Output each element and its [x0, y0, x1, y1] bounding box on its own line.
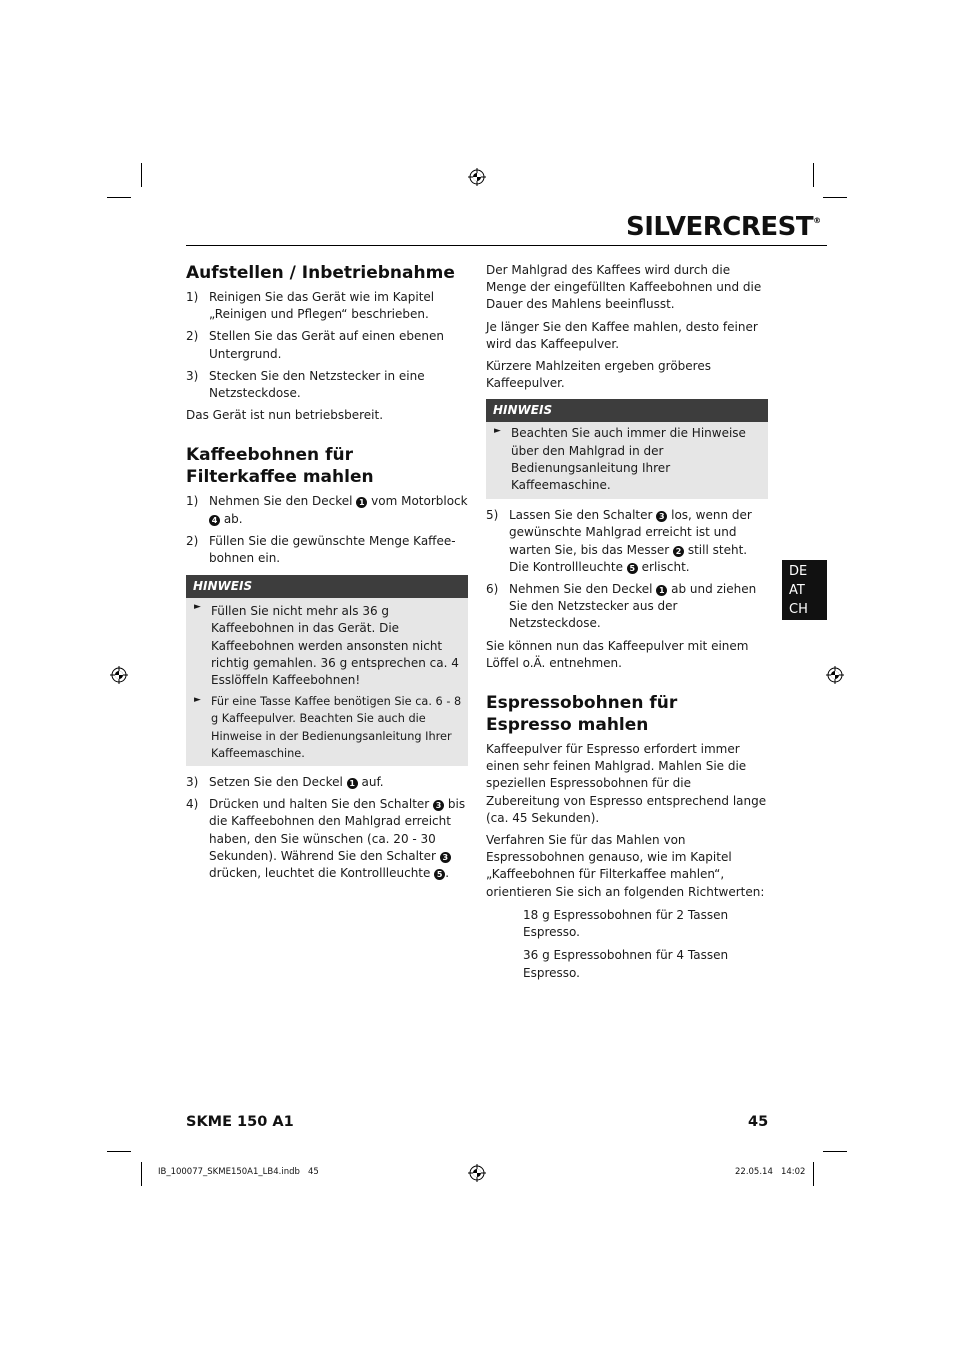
note-heading: HINWEIS — [486, 399, 768, 422]
note-box — [186, 575, 468, 766]
part-number-badge: 5 — [434, 869, 445, 880]
list-text: ab und ziehen Sie den Netzstecker aus der Netzsteckdose. — [509, 582, 757, 631]
list-text: Lassen Sie den Schalter — [509, 508, 653, 523]
list-number: 4) — [186, 797, 199, 812]
part-number-badge: 3 — [433, 800, 444, 811]
crop-mark — [813, 163, 814, 187]
registration-mark-icon — [110, 666, 128, 684]
list-item — [186, 328, 468, 362]
part-number-badge: 4 — [209, 515, 220, 526]
paragraph: Das Gerät ist nun betriebsbereit. — [186, 408, 384, 423]
list-number: 1) — [186, 494, 199, 509]
list-text: drücken, leuchtet die Kontrollleuchte — [209, 866, 431, 881]
list-item — [186, 289, 468, 323]
print-slug-file: IB_100077_SKME150A1_LB4.indb 45 — [158, 1167, 319, 1177]
note-bullet — [486, 422, 768, 497]
crop-mark — [107, 197, 131, 198]
crop-mark — [823, 197, 847, 198]
registration-mark-icon — [468, 168, 486, 186]
list-item — [486, 507, 768, 576]
brand-logo — [626, 212, 821, 242]
part-number-badge: 2 — [673, 546, 684, 557]
crop-mark — [141, 163, 142, 187]
part-number-badge: 1 — [656, 585, 667, 596]
note-text: Beachten Sie auch immer die Hinweise über den Mahlgrad in der Bedienungsanleitung Ihrer Kaffeemaschine. — [511, 426, 746, 493]
list-text: vom Motorblock — [371, 494, 468, 509]
crop-mark — [107, 1151, 131, 1152]
part-number-badge: 1 — [347, 778, 358, 789]
paragraph: Kaffeepulver für Espresso erfordert immer einen sehr feinen Mahlgrad. Mahlen Sie die speziellen Espressobohnen für die Zubereitung von Espresso entsprechend lange (ca. 45 Sekunden). — [486, 742, 767, 825]
note-heading: HINWEIS — [186, 575, 468, 598]
list-text: still steht. Die Kontrollleuchte — [509, 542, 748, 574]
paragraph: Der Mahlgrad des Kaffees wird durch die Menge der eingefüllten Kaffeebohnen und die Dauer des Mahlens beeinflusst. — [486, 263, 762, 312]
paragraph: Kürzere Mahlzeiten ergeben gröberes Kaffeepulver. — [486, 359, 711, 391]
list-item — [186, 774, 468, 791]
list-text: ab. — [223, 511, 243, 526]
list-number: 5) — [486, 508, 499, 523]
language-code: DE — [789, 564, 808, 579]
note-bullet — [186, 691, 468, 764]
part-number-badge: 3 — [440, 852, 451, 863]
list-item — [186, 533, 468, 567]
list-item — [486, 581, 768, 633]
part-number-badge: 1 — [356, 497, 367, 508]
language-code: CH — [789, 602, 808, 617]
triangle-bullet-icon: ► — [494, 426, 501, 437]
right-column — [486, 262, 768, 988]
list-number: 3) — [186, 368, 199, 383]
paragraph: Verfahren Sie für das Mahlen von Espressobohnen genauso, wie im Kapitel „Kaffeebohnen für Filterkaffee mahlen“, orientieren Sie sich an folgenden Richtwerten: — [486, 833, 765, 899]
reference-value: 18 g Espressobohnen für 2 Tassen Espresso. — [523, 907, 729, 940]
list-text: Nehmen Sie den Deckel — [509, 582, 653, 597]
print-slug-date: 22.05.14 14:02 — [735, 1167, 806, 1177]
note-text: Für eine Tasse Kaffee benötigen Sie ca. 6 - 8 g Kaffeepulver. Beachten Sie auch die Hinweise in der Bedienungsanleitung Ihrer Kaffeemaschine. — [211, 695, 462, 760]
list-item — [186, 493, 468, 527]
list-text: bis die Kaffeebohnen den Mahlgrad erreicht haben, den Sie wünschen (ca. 20 - 30 Sekunden). Während Sie den Schalter — [209, 797, 466, 863]
header-rule — [186, 245, 827, 246]
paragraph: Sie können nun das Kaffeepulver mit einem Löffel o.Ä. entnehmen. — [486, 638, 749, 670]
language-tab — [782, 560, 827, 620]
section-title-setup: Aufstellen / Inbetriebnahme — [186, 263, 455, 283]
logo-text-silver: SILVER — [626, 212, 723, 242]
page-number: 45 — [748, 1114, 769, 1130]
crop-mark — [813, 1162, 814, 1186]
section-title-espresso: Espressobohnen für Espresso mahlen — [486, 693, 678, 736]
reference-value: 36 g Espressobohnen für 4 Tassen Espresso. — [523, 948, 729, 980]
list-text: Füllen Sie die gewünschte Menge Kaffeebohnen ein. — [209, 533, 456, 566]
list-number: 1) — [186, 290, 199, 304]
registered-mark: ® — [813, 216, 821, 225]
list-text: Reinigen Sie das Gerät wie im Kapitel „Reinigen und Pflegen“ beschrieben. — [209, 290, 435, 322]
section-title-filter-coffee: Kaffeebohnen für Filterkaffee mahlen — [186, 445, 374, 488]
list-text: Stellen Sie das Gerät auf einen ebenen Untergrund. — [209, 329, 444, 361]
part-number-badge: 5 — [627, 563, 638, 574]
list-text: auf. — [361, 775, 384, 790]
crop-mark — [141, 1162, 142, 1186]
list-number: 3) — [186, 775, 199, 790]
list-item — [186, 368, 468, 402]
triangle-bullet-icon: ► — [194, 602, 201, 613]
list-text: erlischt. — [641, 559, 690, 574]
logo-text-crest: CREST — [722, 212, 814, 242]
list-text: . — [445, 866, 450, 881]
registration-mark-icon — [826, 666, 844, 684]
registration-mark-icon — [468, 1164, 486, 1182]
list-text: Nehmen Sie den Deckel — [209, 494, 353, 509]
paragraph: Je länger Sie den Kaffee mahlen, desto feiner wird das Kaffeepulver. — [486, 319, 758, 351]
crop-mark — [823, 1151, 847, 1152]
part-number-badge: 3 — [656, 511, 667, 522]
list-number: 2) — [186, 533, 199, 548]
note-box — [486, 399, 768, 499]
list-item — [186, 796, 468, 882]
list-number: 6) — [486, 582, 499, 597]
language-code: AT — [789, 583, 805, 598]
list-text: Setzen Sie den Deckel — [209, 775, 343, 790]
list-text: Stecken Sie den Netzstecker in eine Netzsteckdose. — [209, 368, 425, 401]
list-number: 2) — [186, 329, 199, 344]
list-text: los, wenn der gewünschte Mahlgrad erreicht ist und warten Sie, bis das Messer — [509, 508, 752, 557]
note-bullet — [186, 598, 468, 691]
list-text: Drücken und halten Sie den Schalter — [209, 797, 430, 812]
left-column — [186, 262, 468, 887]
footer-model: SKME 150 A1 — [186, 1114, 294, 1130]
note-text: Füllen Sie nicht mehr als 36 g Kaffeebohnen in das Gerät. Die Kaffeebohnen werden ansonsten nicht richtig gemahlen. 36 g entsprechen ca. 4 Esslöffeln Kaffeebohnen! — [211, 604, 459, 688]
triangle-bullet-icon: ► — [194, 695, 201, 706]
